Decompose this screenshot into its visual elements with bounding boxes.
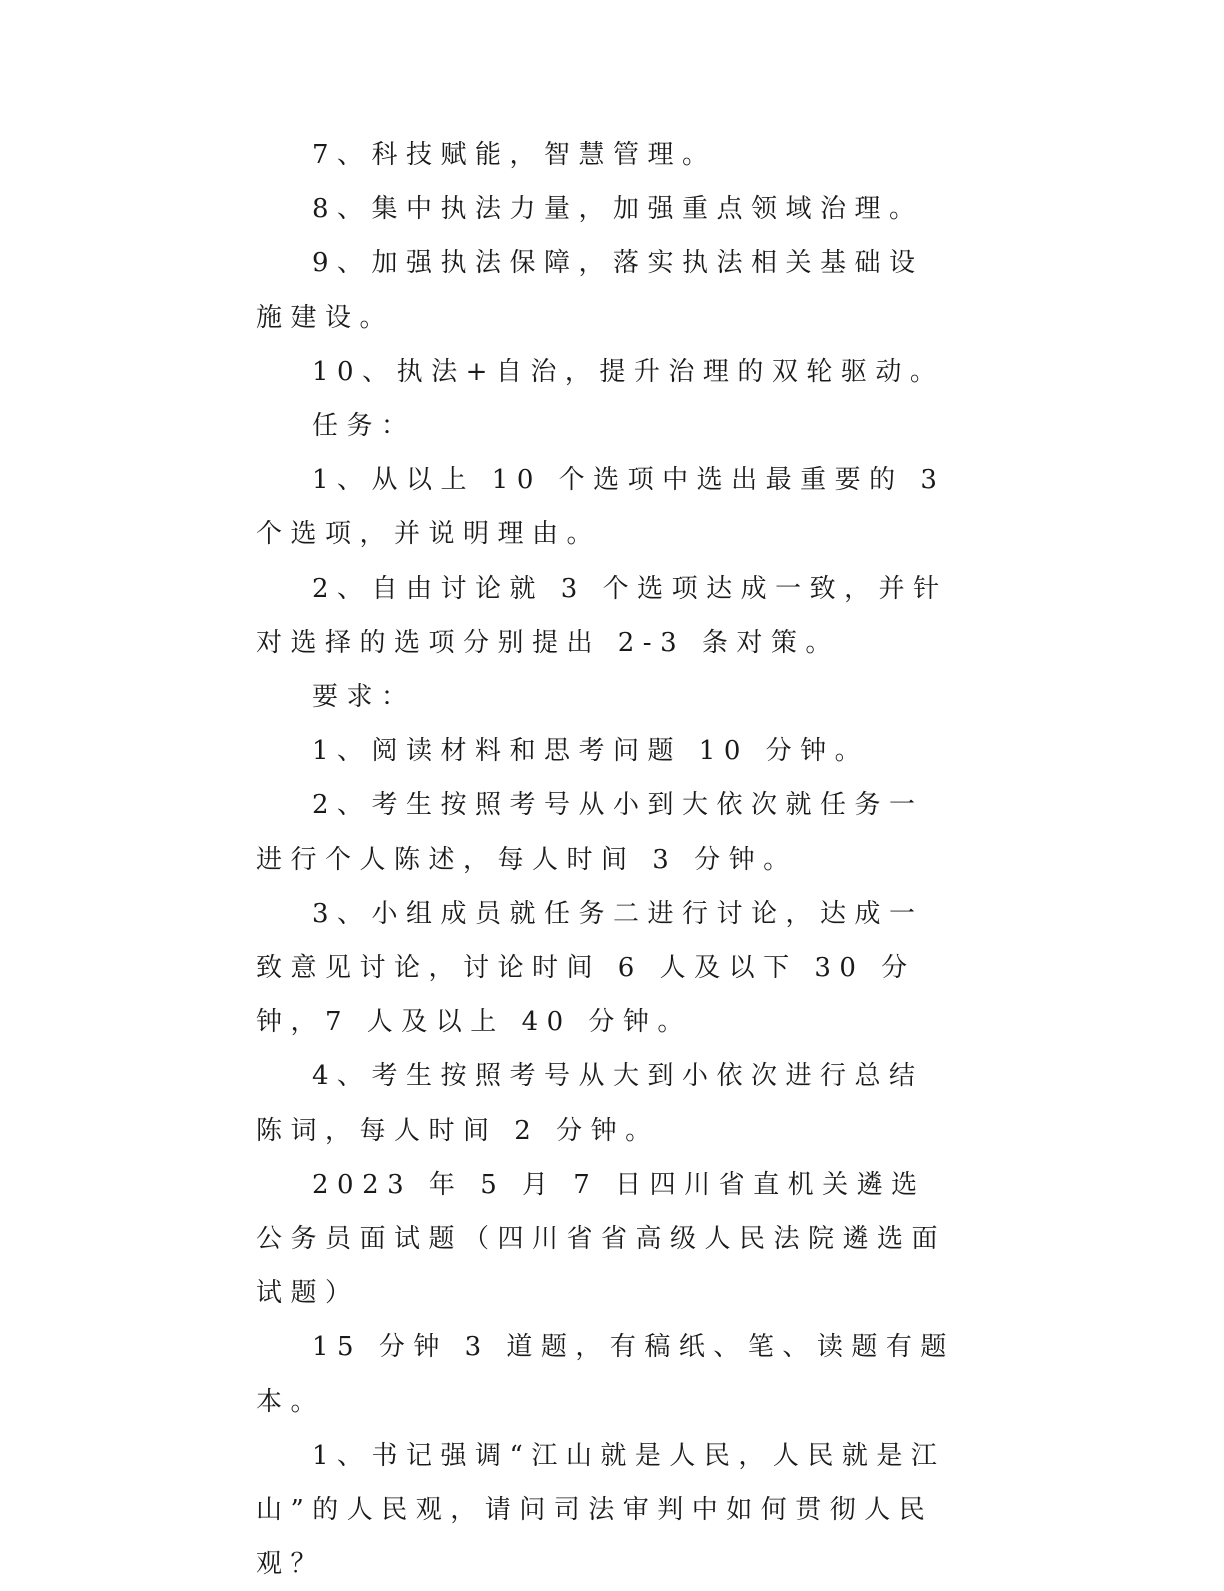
requirement-3: 3、小组成员就任务二进行讨论，达成一致意见讨论，讨论时间 6 人及以下 30 分钟，7 人及以上 40 分钟。 (256, 898, 924, 1038)
exam-format: 15 分钟 3 道题，有稿纸、笔、读题有题本。 (256, 1332, 955, 1417)
paragraph-item-10: 10、执法+自治，提升治理的双轮驱动。 (312, 356, 945, 387)
tasks-heading: 任务： (312, 411, 416, 442)
paragraph-item-7: 7、科技赋能，智慧管理。 (312, 140, 717, 170)
document-page (256, 128, 956, 1591)
exam-title: 2023 年 5 月 7 日四川省直机关遴选公务员面试题（四川省省高级人民法院遴选面试题） (256, 1169, 947, 1309)
paragraph-item-8: 8、集中执法力量，加强重点领域治理。 (312, 194, 924, 225)
task-2: 2、自由讨论就 3 个选项达成一致，并针对选择的选项分别提出 2-3 条对策。 (256, 573, 948, 658)
paragraph-item-9: 9、加强执法保障，落实执法相关基础设施建设。 (256, 248, 924, 333)
requirement-1: 1、阅读材料和思考问题 10 分钟。 (312, 736, 870, 767)
question-1: 1、书记强调“江山就是人民，人民就是江山”的人民观，请问司法审判中如何贯彻人民观？ (256, 1440, 946, 1580)
task-1: 1、从以上 10 个选项中选出最重要的 3 个选项，并说明理由。 (256, 465, 946, 550)
requirement-2: 2、考生按照考号从小到大依次就任务一进行个人陈述，每人时间 3 分钟。 (256, 790, 924, 875)
requirements-heading: 要求： (312, 682, 416, 713)
requirement-4: 4、考生按照考号从大到小依次进行总结陈词，每人时间 2 分钟。 (256, 1061, 924, 1146)
